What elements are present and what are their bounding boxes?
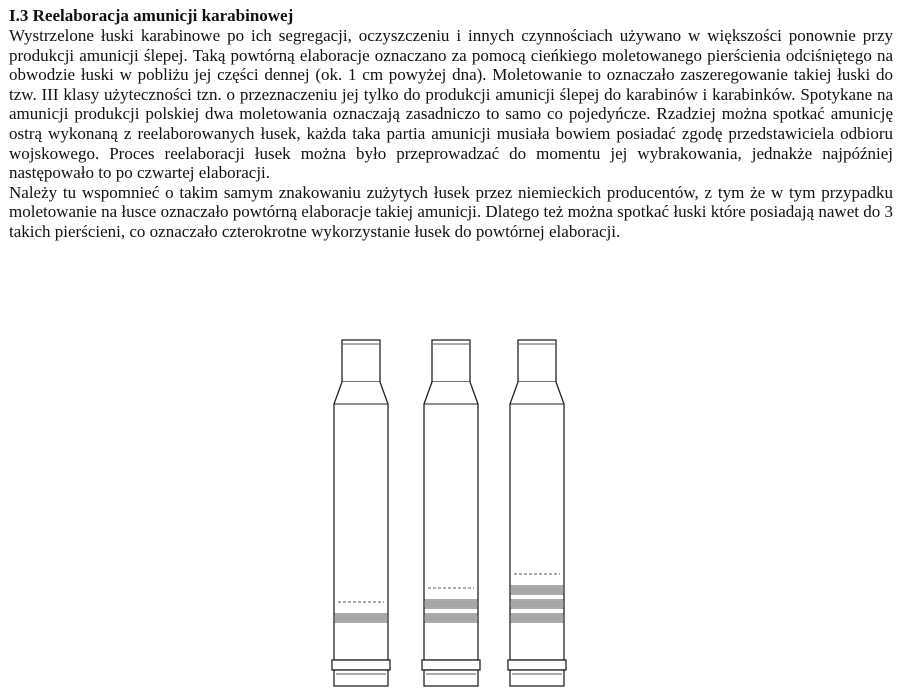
case-groove: [422, 660, 480, 670]
paragraph-2: Należy tu wspomnieć o takim samym znakowaniu zużytych łusek przez niemieckich producentów, z tym że w tym przypadku moletowanie na łusce oznaczało powtórną elaboracje takiej amunicji. Dlatego też można spotkać łuski które posiadają nawet do 3 takich pierścieni, co oznaczało czterokrotne wykorzystanie łusek do powtórnej elaboracji.: [9, 182, 893, 241]
case-neck: [342, 340, 380, 382]
section-heading: I.3 Reelaboracja amunicji karabinowej: [9, 6, 294, 25]
case-rim: [424, 670, 478, 686]
case-neck: [432, 340, 470, 382]
case-rim: [510, 670, 564, 686]
case-groove: [508, 660, 566, 670]
cartridge-case-1: [332, 340, 390, 686]
cartridge-cases-illustration: [326, 330, 606, 696]
cartridge-case-3: [508, 340, 566, 686]
case-groove: [332, 660, 390, 670]
paragraph-1: Wystrzelone łuski karabinowe po ich segregacji, oczyszczeniu i innych czynnościach używano w większości ponownie przy produkcji amunicji ślepej. Taką powtórną elaboracje oznaczano za pomocą cieńkiego moletowanego pierścienia odciśniętego na obwodzie łuski w pobliżu jej części dennej (ok. 1 cm powyżej dna). Moletowanie to oznaczało zaszeregowanie takiej łuski do tzw. III klasy użyteczności tzn. o przeznaczeniu jej tylko do produkcji amunicji ślepej do karabinów i karabinków. Spotykane na amunicji produkcji polskiej dwa moletowania oznaczają zasadniczo to samo co pojedyńcze. Rzadziej można spotkać amunicję ostrą wykonaną z reelaborowanych łusek, każda taka partia amunicji musiała bowiem posiadać zgodę przedstawiciela odbioru wojskowego. Proces reelaboracji łusek można było przeprowadzać do momentu jej wybrakowania, jednakże najpóźniej następowało to po czwartej elaboracji.: [9, 26, 893, 183]
document-page: [9, 6, 893, 242]
case-neck: [518, 340, 556, 382]
case-rim: [334, 670, 388, 686]
cartridge-cases-figure: [326, 330, 606, 696]
cartridge-case-2: [422, 340, 480, 686]
